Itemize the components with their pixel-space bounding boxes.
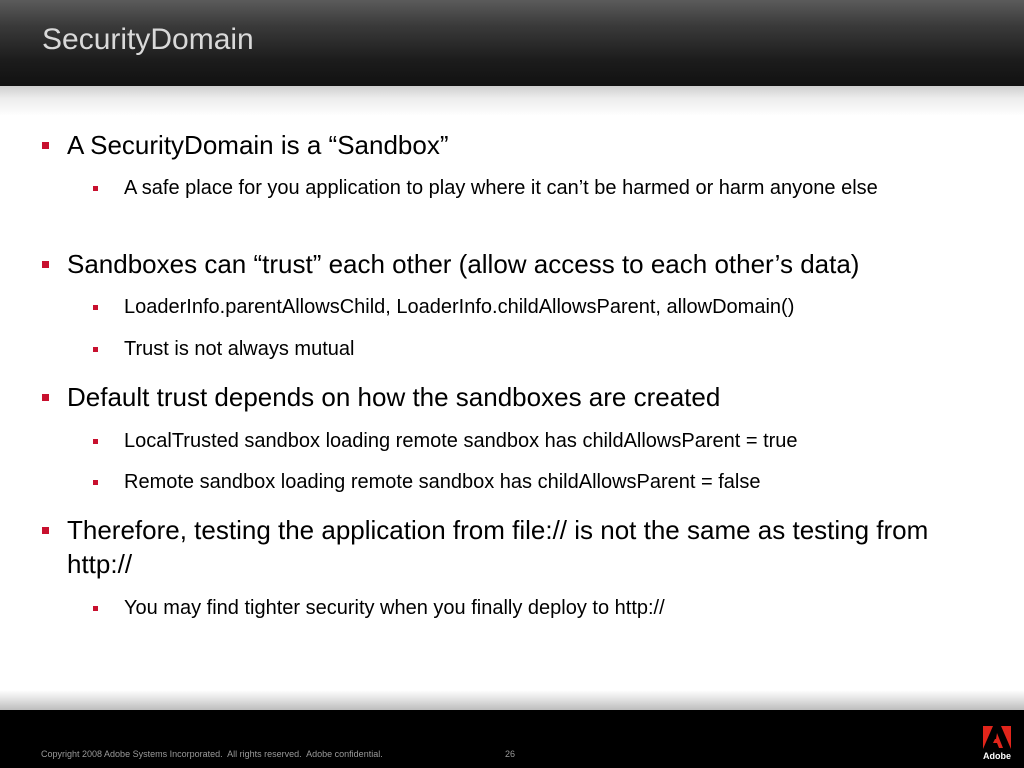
bullet-item xyxy=(67,247,967,281)
sub-bullet-item xyxy=(124,336,964,363)
adobe-logo xyxy=(979,724,1015,764)
bullet-item xyxy=(67,513,967,581)
bullet-text: Therefore, testing the application from file:// is not the same as testing from http:// xyxy=(67,515,929,579)
sub-bullet-marker xyxy=(93,347,98,352)
bullet-marker xyxy=(42,394,49,401)
sub-bullet-item xyxy=(124,294,964,321)
sub-bullet-text: Trust is not always mutual xyxy=(124,338,355,360)
page-number: 26 xyxy=(505,749,516,759)
sub-bullet-text: LoaderInfo.parentAllowsChild, LoaderInfo.childAllowsParent, allowDomain() xyxy=(124,296,795,318)
sub-bullet-text: You may find tighter security when you finally deploy to http:// xyxy=(124,597,665,619)
footer-separator xyxy=(0,690,1024,710)
bullet-item xyxy=(67,128,967,162)
sub-bullet-marker xyxy=(93,480,98,485)
bullet-item xyxy=(67,380,967,414)
sub-bullet-text: LocalTrusted sandbox loading remote sandbox has childAllowsParent = true xyxy=(124,430,798,452)
sub-bullet-item xyxy=(124,175,964,202)
sub-bullet-text: A safe place for you application to play where it can’t be harmed or harm anyone else xyxy=(124,177,878,199)
sub-bullet-item xyxy=(124,428,964,455)
adobe-logo-icon xyxy=(979,724,1015,750)
sub-bullet-marker xyxy=(93,186,98,191)
adobe-logo-text: Adobe xyxy=(983,751,1011,761)
bullet-marker xyxy=(42,261,49,268)
copyright-text: Copyright 2008 Adobe Systems Incorporated. All rights reserved. Adobe confidential. xyxy=(41,749,383,759)
slide-title: SecurityDomain xyxy=(42,23,254,56)
bullet-text: Sandboxes can “trust” each other (allow access to each other’s data) xyxy=(67,249,860,279)
bullet-marker xyxy=(42,142,49,149)
sub-bullet-item xyxy=(124,469,964,496)
bullet-marker xyxy=(42,527,49,534)
sub-bullet-marker xyxy=(93,606,98,611)
sub-bullet-text: Remote sandbox loading remote sandbox has childAllowsParent = false xyxy=(124,471,761,493)
sub-bullet-marker xyxy=(93,439,98,444)
bullet-text: Default trust depends on how the sandboxes are created xyxy=(67,382,721,412)
bullet-text: A SecurityDomain is a “Sandbox” xyxy=(67,130,449,160)
footer xyxy=(0,710,1024,768)
sub-bullet-item xyxy=(124,595,964,622)
sub-bullet-marker xyxy=(93,305,98,310)
